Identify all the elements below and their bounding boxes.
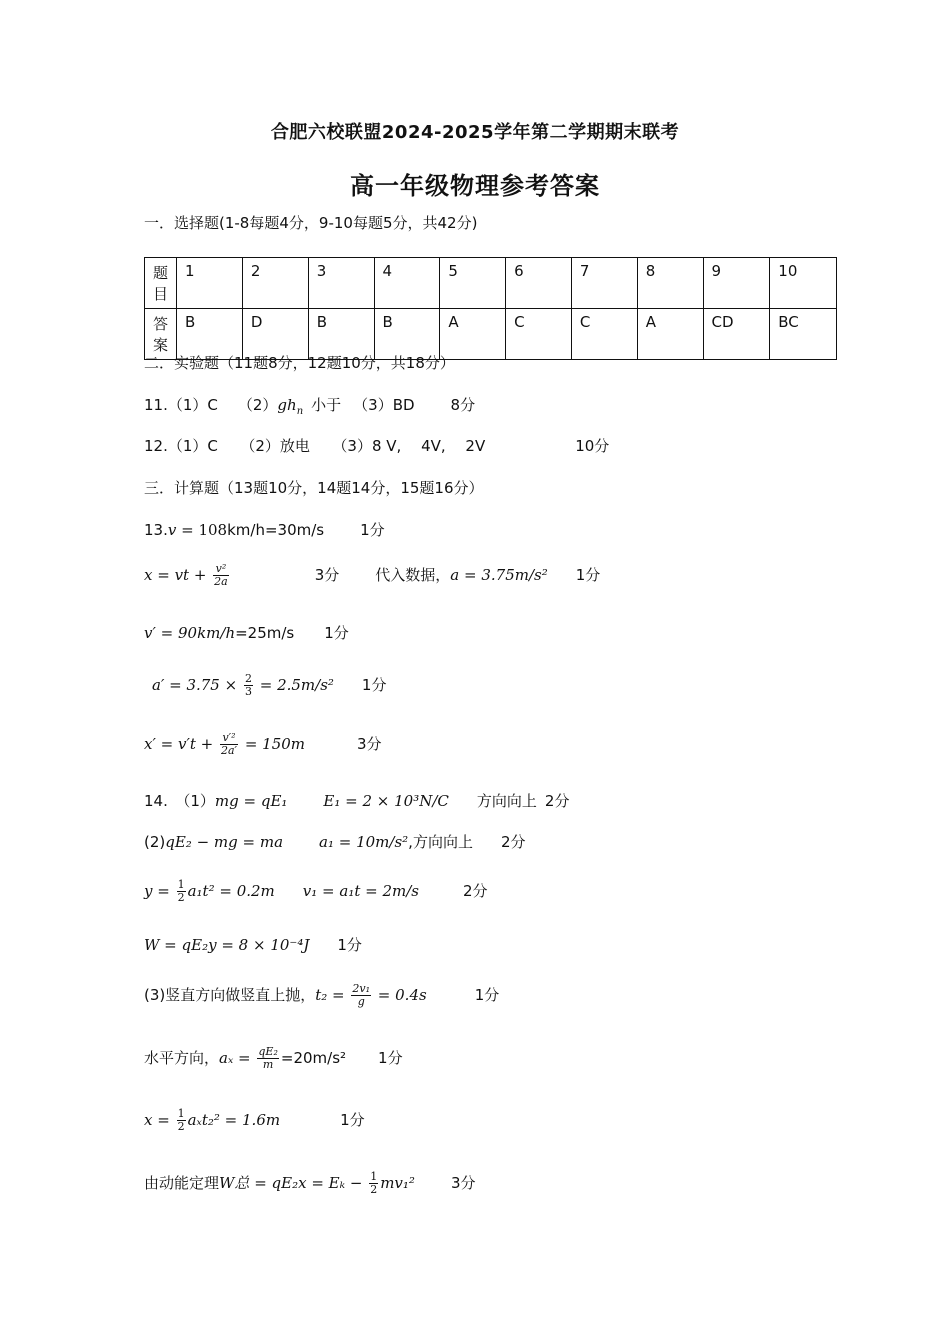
q12-answer: 12.（1）C （2）放电 （3）8 V, 4V, 2V 10分 — [144, 437, 610, 455]
q13-line1: 13.v = 108km/h=30m/s 1分 — [144, 521, 385, 539]
table-cell: C — [571, 309, 637, 360]
score: 1分 — [361, 676, 387, 694]
table-cell: 1 — [177, 258, 243, 309]
table-cell: 2 — [242, 258, 308, 309]
q14-line2: (2)qE₂ − mg = ma a₁ = 10m/s²,方向向上 2分 — [144, 833, 526, 851]
table-cell: 5 — [440, 258, 506, 309]
table-cell: C — [506, 309, 572, 360]
section1-heading: 一．选择题(1-8每题4分，9-10每题5分，共42分) — [144, 214, 478, 232]
table-cell: D — [242, 309, 308, 360]
q13-line2: x = vt + $\frac{\text{v²}}{2a}$ 3分 代入数据，a = 3.75m/s² 1分 — [144, 562, 601, 588]
q13-line3: v′ = 90km/h=25m/s 1分 — [144, 624, 349, 642]
score: 10分 — [575, 437, 610, 455]
q14-line4: W = qE₂y = 8 × 10⁻⁴J 1分 — [144, 936, 362, 954]
score: 2分 — [500, 833, 526, 851]
score: 3分 — [450, 1174, 476, 1192]
score: 2分 — [544, 792, 570, 810]
choice-answer-table — [144, 257, 837, 360]
fraction: $\frac{2}{3}$ — [244, 672, 252, 698]
score: 1分 — [360, 521, 385, 539]
q14-line6: 水平方向，aₓ = $\frac{\text{qE₂}}{m}$ =20m/s² 1分 — [144, 1045, 403, 1071]
section2-heading: 二．实验题（11题8分，12题10分，共18分） — [144, 354, 455, 372]
q14-line1: 14. （1）mg = qE₁ E₁ = 2 × 10³N/C 方向向上 2分 — [144, 792, 570, 810]
score: 1分 — [575, 566, 601, 584]
table-cell: 9 — [703, 258, 770, 309]
score: 3分 — [314, 566, 340, 584]
score: 1分 — [378, 1049, 403, 1067]
table-cell: 7 — [571, 258, 637, 309]
score: 8分 — [450, 396, 476, 414]
fraction: $\frac{\text{qE₂}}{m}$ — [258, 1045, 278, 1071]
table-cell: 10 — [770, 258, 837, 309]
fraction: $\frac{\text{v²}}{2a}$ — [214, 562, 228, 588]
answer-title: 高一年级物理参考答案 — [350, 172, 600, 200]
q13-line4: a′ = 3.75 × $\frac{2}{3}$ = 2.5m/s² 1分 — [152, 672, 387, 698]
table-cell: B — [308, 309, 374, 360]
table-row — [145, 258, 837, 309]
table-cell: A — [440, 309, 506, 360]
table-cell: B — [374, 309, 440, 360]
fraction: $\frac{1}{2}$ — [370, 1170, 378, 1196]
table-cell: 8 — [637, 258, 703, 309]
table-cell: 6 — [506, 258, 572, 309]
score: 1分 — [337, 936, 362, 954]
q14-line3: y = $\frac{1}{2}$ a₁t² = 0.2m v₁ = a₁t = 2m/s 2分 — [144, 878, 488, 904]
q14-line5: (3)竖直方向做竖直上抛，t₂ = $\frac{\text{2v₁}}{g}$ = 0.4s 1分 — [144, 982, 500, 1008]
table-cell: 4 — [374, 258, 440, 309]
table-cell: 答案 — [145, 309, 177, 360]
table-cell: BC — [770, 309, 837, 360]
section3-heading: 三．计算题（13题10分，14题14分，15题16分） — [144, 479, 484, 497]
score: 3分 — [357, 735, 382, 753]
fraction: $\frac{\text{v′²}}{2a'}$ — [220, 731, 238, 757]
q11-answer: 11.（1）C $(2)gh_n$ 小于 （3）BD 8分 — [144, 396, 476, 417]
score: 1分 — [340, 1111, 365, 1129]
exam-title: 合肥六校联盟2024-2025学年第二学期期末联考 — [270, 122, 680, 143]
score: 1分 — [324, 624, 349, 642]
table-cell: B — [177, 309, 243, 360]
table-cell: A — [637, 309, 703, 360]
score: 2分 — [462, 882, 488, 900]
fraction: $\frac{\text{2v₁}}{g}$ — [352, 982, 371, 1008]
q14-line7: x = $\frac{1}{2}$ aₓt₂² = 1.6m 1分 — [144, 1107, 365, 1133]
table-cell: CD — [703, 309, 770, 360]
fraction: $\frac{1}{2}$ — [177, 1107, 185, 1133]
table-cell: 题目 — [145, 258, 177, 309]
q14-line8: 由动能定理W总 = qE₂x = Eₖ − $\frac{1}{2}$ mv₁² 3分 — [144, 1170, 476, 1196]
fraction: $\frac{1}{2}$ — [177, 878, 185, 904]
score: 1分 — [474, 986, 500, 1004]
table-cell: 3 — [308, 258, 374, 309]
q13-line5: x′ = v′t + $\frac{\text{v′²}}{2a'}$ = 150m 3分 — [144, 731, 382, 757]
